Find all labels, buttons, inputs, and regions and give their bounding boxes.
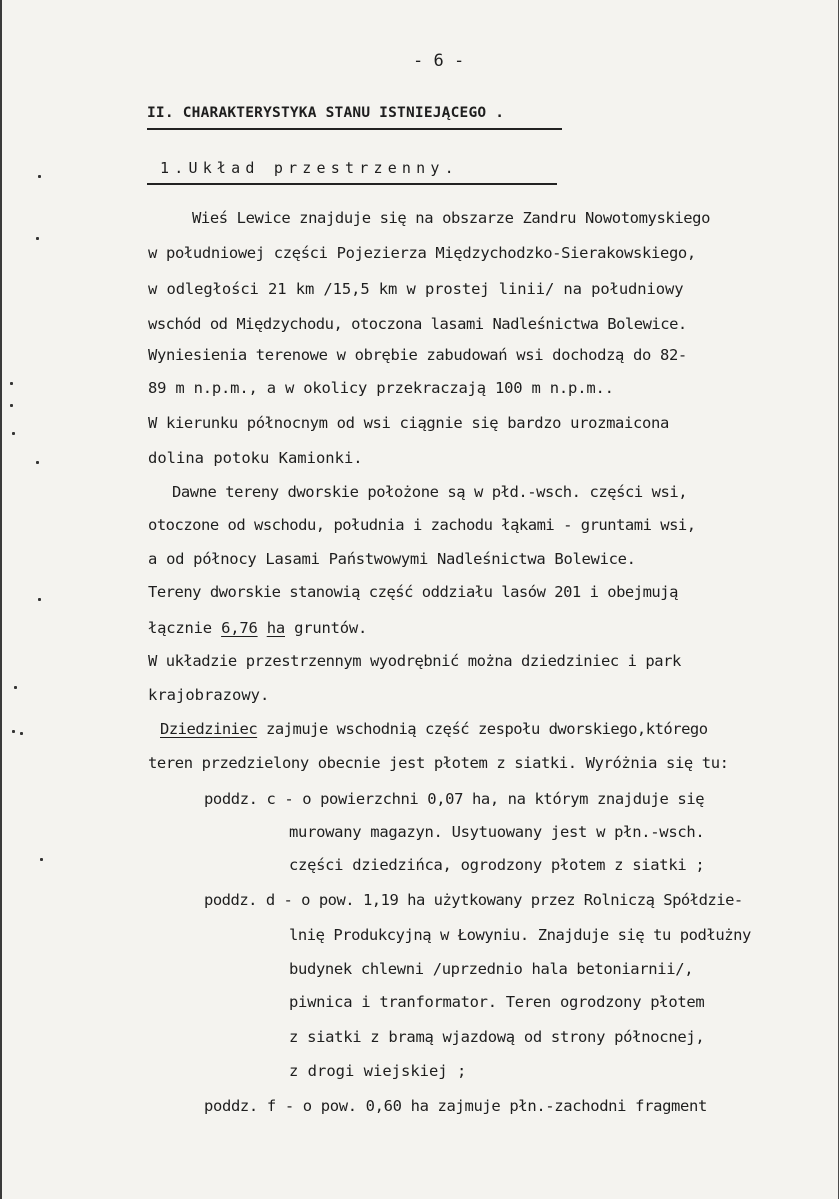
text-line: poddz. f - o pow. 0,60 ha zajmuje płn.-zachodni fragment [204, 1097, 707, 1115]
text-line: 89 m n.p.m., a w okolicy przekraczają 100 m n.p.m.. [148, 379, 614, 397]
text-line: budynek chlewni /uprzednio hala betoniarnii/, [289, 960, 694, 978]
text-line: w południowej części Pojezierza Międzychodzko-Sierakowskiego, [148, 244, 696, 262]
text-line: z siatki z bramą wjazdową od strony północnej, [289, 1028, 705, 1046]
scan-speck [36, 461, 39, 464]
scan-speck [14, 686, 17, 689]
scan-speck [10, 404, 13, 407]
subsection-heading: 1.Układ przestrzenny. [160, 159, 459, 177]
section-heading-rule [147, 128, 562, 130]
text-line: Wyniesienia terenowe w obrębie zabudowań wsi dochodzą do 82- [148, 346, 687, 364]
scan-speck [20, 732, 23, 735]
text-line: części dziedzińca, ogrodzony płotem z siatki ; [289, 856, 705, 874]
text-line: poddz. c - o powierzchni 0,07 ha, na którym znajduje się [204, 790, 705, 808]
scan-speck [40, 858, 43, 861]
scan-speck [10, 382, 13, 385]
section-heading: II. CHARAKTERYSTYKA STANU ISTNIEJĄCEGO . [147, 105, 505, 121]
dziedziniec-term: Dziedziniec [160, 720, 258, 738]
page-number: - 6 - [413, 51, 465, 71]
text-line-dziedziniec: Dziedziniec zajmuje wschodnią część zespołu dworskiego,którego [160, 720, 708, 738]
text-line: krajobrazowy. [148, 686, 270, 704]
text-line: lnię Produkcyjną w Łowyniu. Znajduje się tu podłużny [289, 926, 751, 944]
text-line-area: łącznie 6,76 ha gruntów. [148, 619, 368, 637]
area-value: 6,76 [221, 619, 258, 637]
scan-speck [12, 730, 15, 733]
text-line: poddz. d - o pow. 1,19 ha użytkowany przez Rolniczą Spółdzie- [204, 891, 743, 909]
area-unit: ha [266, 619, 285, 637]
text-line: Tereny dworskie stanowią część oddziału lasów 201 i obejmują [148, 583, 678, 601]
scan-speck [38, 175, 41, 178]
scan-speck [36, 237, 39, 240]
text-line: piwnica i tranformator. Teren ogrodzony płotem [289, 993, 705, 1011]
text-line: W kierunku północnym od wsi ciągnie się bardzo urozmaicona [148, 414, 669, 432]
text-line: a od północy Lasami Państwowymi Nadleśnictwa Bolewice. [148, 550, 636, 568]
subsection-heading-rule [147, 183, 557, 185]
text-line: w odległości 21 km /15,5 km w prostej linii/ na południowy [148, 280, 684, 298]
text-line: teren przedzielony obecnie jest płotem z siatki. Wyróżnia się tu: [148, 754, 729, 772]
text-line: Wieś Lewice znajduje się na obszarze Zandru Nowotomyskiego [192, 209, 711, 227]
text-line: wschód od Międzychodu, otoczona lasami Nadleśnictwa Bolewice. [148, 315, 687, 333]
text-line: Dawne tereny dworskie położone są w płd.-wsch. części wsi, [172, 483, 688, 501]
text-line: z drogi wiejskiej ; [289, 1062, 467, 1080]
text-line: W układzie przestrzennym wyodrębnić można dziedziniec i park [148, 652, 681, 670]
scan-speck [12, 432, 15, 435]
text-line: otoczone od wschodu, południa i zachodu łąkami - gruntami wsi, [148, 516, 696, 534]
scan-speck [38, 598, 41, 601]
text-line: dolina potoku Kamionki. [148, 449, 363, 467]
text-line: murowany magazyn. Usytuowany jest w płn.-wsch. [289, 823, 705, 841]
